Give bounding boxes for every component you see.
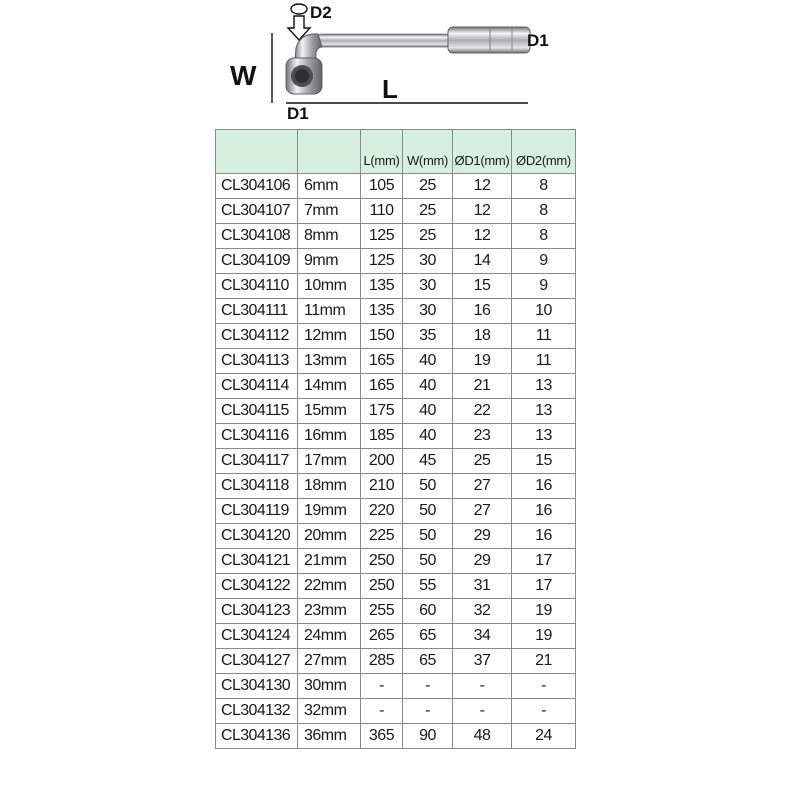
cell-code: CL304124 bbox=[216, 624, 298, 649]
cell-d2: 9 bbox=[512, 274, 576, 299]
cell-d2: 16 bbox=[512, 499, 576, 524]
cell-size: 16mm bbox=[298, 424, 361, 449]
cell-length: 200 bbox=[361, 449, 403, 474]
cell-code: CL304108 bbox=[216, 224, 298, 249]
cell-d2: - bbox=[512, 674, 576, 699]
cell-code: CL304109 bbox=[216, 249, 298, 274]
cell-size: 13mm bbox=[298, 349, 361, 374]
cell-code: CL304110 bbox=[216, 274, 298, 299]
cell-size: 14mm bbox=[298, 374, 361, 399]
cell-width: 40 bbox=[403, 374, 453, 399]
cell-d2: 16 bbox=[512, 524, 576, 549]
cell-length: 110 bbox=[361, 199, 403, 224]
d1-label-top: D1 bbox=[527, 31, 549, 50]
cell-d2: 10 bbox=[512, 299, 576, 324]
cell-d1: 12 bbox=[453, 224, 512, 249]
cell-code: CL304115 bbox=[216, 399, 298, 424]
cell-width: 35 bbox=[403, 324, 453, 349]
cell-size: 20mm bbox=[298, 524, 361, 549]
wrench-socket-end bbox=[448, 27, 530, 53]
cell-length: 250 bbox=[361, 574, 403, 599]
d2-label: D2 bbox=[310, 3, 332, 22]
cell-width: 40 bbox=[403, 424, 453, 449]
cell-code: CL304111 bbox=[216, 299, 298, 324]
d2-ellipse-icon bbox=[291, 4, 307, 14]
cell-d2: 13 bbox=[512, 374, 576, 399]
cell-d1: 12 bbox=[453, 174, 512, 199]
cell-size: 17mm bbox=[298, 449, 361, 474]
table-row bbox=[216, 624, 576, 649]
l-label: L bbox=[382, 74, 398, 104]
cell-d2: 9 bbox=[512, 249, 576, 274]
cell-length: 225 bbox=[361, 524, 403, 549]
cell-size: 9mm bbox=[298, 249, 361, 274]
cell-length: 265 bbox=[361, 624, 403, 649]
table-row bbox=[216, 399, 576, 424]
cell-length: 105 bbox=[361, 174, 403, 199]
cell-length: 135 bbox=[361, 274, 403, 299]
cell-length: 125 bbox=[361, 224, 403, 249]
cell-length: 175 bbox=[361, 399, 403, 424]
cell-size: 22mm bbox=[298, 574, 361, 599]
spec-table bbox=[215, 129, 576, 749]
table-row bbox=[216, 224, 576, 249]
cell-code: CL304132 bbox=[216, 699, 298, 724]
cell-width: 25 bbox=[403, 224, 453, 249]
cell-d2: 19 bbox=[512, 599, 576, 624]
cell-width: 50 bbox=[403, 499, 453, 524]
table-row bbox=[216, 349, 576, 374]
cell-d1: 19 bbox=[453, 349, 512, 374]
cell-width: 65 bbox=[403, 649, 453, 674]
cell-size: 30mm bbox=[298, 674, 361, 699]
cell-size: 12mm bbox=[298, 324, 361, 349]
cell-d2: 11 bbox=[512, 349, 576, 374]
header-d2: ØD2(mm) bbox=[512, 130, 576, 174]
cell-code: CL304114 bbox=[216, 374, 298, 399]
cell-width: 30 bbox=[403, 249, 453, 274]
cell-d1: 37 bbox=[453, 649, 512, 674]
cell-d1: 34 bbox=[453, 624, 512, 649]
cell-size: 23mm bbox=[298, 599, 361, 624]
table-header bbox=[216, 130, 576, 174]
cell-size: 36mm bbox=[298, 724, 361, 749]
cell-d2: 13 bbox=[512, 424, 576, 449]
cell-width: 90 bbox=[403, 724, 453, 749]
cell-width: 50 bbox=[403, 474, 453, 499]
cell-width: 50 bbox=[403, 549, 453, 574]
cell-width: 30 bbox=[403, 299, 453, 324]
cell-size: 19mm bbox=[298, 499, 361, 524]
cell-code: CL304130 bbox=[216, 674, 298, 699]
cell-size: 8mm bbox=[298, 224, 361, 249]
cell-d2: 16 bbox=[512, 474, 576, 499]
cell-code: CL304120 bbox=[216, 524, 298, 549]
cell-code: CL304127 bbox=[216, 649, 298, 674]
cell-size: 6mm bbox=[298, 174, 361, 199]
cell-width: 50 bbox=[403, 524, 453, 549]
cell-size: 11mm bbox=[298, 299, 361, 324]
cell-d2: 8 bbox=[512, 224, 576, 249]
cell-width: 40 bbox=[403, 349, 453, 374]
cell-size: 32mm bbox=[298, 699, 361, 724]
cell-length: 165 bbox=[361, 374, 403, 399]
table-row bbox=[216, 699, 576, 724]
cell-d2: - bbox=[512, 699, 576, 724]
cell-length: 135 bbox=[361, 299, 403, 324]
header-width: W(mm) bbox=[403, 130, 453, 174]
cell-d2: 21 bbox=[512, 649, 576, 674]
cell-size: 24mm bbox=[298, 624, 361, 649]
cell-code: CL304107 bbox=[216, 199, 298, 224]
cell-length: 255 bbox=[361, 599, 403, 624]
cell-d2: 24 bbox=[512, 724, 576, 749]
cell-length: 185 bbox=[361, 424, 403, 449]
cell-d1: 31 bbox=[453, 574, 512, 599]
table-row bbox=[216, 274, 576, 299]
cell-length: 220 bbox=[361, 499, 403, 524]
cell-width: 25 bbox=[403, 199, 453, 224]
cell-code: CL304121 bbox=[216, 549, 298, 574]
cell-length: 125 bbox=[361, 249, 403, 274]
cell-d1: 21 bbox=[453, 374, 512, 399]
table-row bbox=[216, 424, 576, 449]
table-row bbox=[216, 324, 576, 349]
cell-d2: 19 bbox=[512, 624, 576, 649]
cell-d1: 48 bbox=[453, 724, 512, 749]
cell-d1: 23 bbox=[453, 424, 512, 449]
header-d1: ØD1(mm) bbox=[453, 130, 512, 174]
table-row bbox=[216, 574, 576, 599]
cell-code: CL304136 bbox=[216, 724, 298, 749]
w-label: W bbox=[230, 60, 257, 91]
cell-d1: 29 bbox=[453, 549, 512, 574]
cell-d1: - bbox=[453, 699, 512, 724]
table-row bbox=[216, 549, 576, 574]
d1-label-bottom: D1 bbox=[287, 104, 309, 123]
table-row bbox=[216, 524, 576, 549]
table-row bbox=[216, 599, 576, 624]
cell-d1: - bbox=[453, 674, 512, 699]
cell-width: 45 bbox=[403, 449, 453, 474]
cell-width: 55 bbox=[403, 574, 453, 599]
cell-length: - bbox=[361, 699, 403, 724]
cell-d2: 8 bbox=[512, 199, 576, 224]
cell-length: 150 bbox=[361, 324, 403, 349]
cell-size: 10mm bbox=[298, 274, 361, 299]
cell-length: 165 bbox=[361, 349, 403, 374]
cell-d2: 8 bbox=[512, 174, 576, 199]
cell-code: CL304118 bbox=[216, 474, 298, 499]
cell-width: - bbox=[403, 674, 453, 699]
cell-width: 25 bbox=[403, 174, 453, 199]
cell-code: CL304106 bbox=[216, 174, 298, 199]
cell-d1: 27 bbox=[453, 499, 512, 524]
table-row bbox=[216, 199, 576, 224]
cell-length: 365 bbox=[361, 724, 403, 749]
cell-code: CL304112 bbox=[216, 324, 298, 349]
table-row bbox=[216, 724, 576, 749]
cell-width: 60 bbox=[403, 599, 453, 624]
cell-code: CL304116 bbox=[216, 424, 298, 449]
header-code bbox=[216, 130, 298, 174]
cell-d2: 17 bbox=[512, 574, 576, 599]
cell-code: CL304122 bbox=[216, 574, 298, 599]
cell-width: 40 bbox=[403, 399, 453, 424]
cell-d1: 15 bbox=[453, 274, 512, 299]
table-row bbox=[216, 674, 576, 699]
cell-size: 15mm bbox=[298, 399, 361, 424]
cell-d1: 16 bbox=[453, 299, 512, 324]
cell-d1: 32 bbox=[453, 599, 512, 624]
cell-size: 18mm bbox=[298, 474, 361, 499]
cell-d1: 18 bbox=[453, 324, 512, 349]
cell-size: 27mm bbox=[298, 649, 361, 674]
cell-d1: 29 bbox=[453, 524, 512, 549]
cell-d1: 12 bbox=[453, 199, 512, 224]
cell-d2: 13 bbox=[512, 399, 576, 424]
table-row bbox=[216, 374, 576, 399]
wrench-shaft bbox=[318, 34, 452, 47]
cell-width: - bbox=[403, 699, 453, 724]
cell-code: CL304123 bbox=[216, 599, 298, 624]
cell-size: 21mm bbox=[298, 549, 361, 574]
wrench-diagram bbox=[0, 0, 800, 130]
cell-code: CL304117 bbox=[216, 449, 298, 474]
header-size bbox=[298, 130, 361, 174]
cell-length: 285 bbox=[361, 649, 403, 674]
cell-d2: 11 bbox=[512, 324, 576, 349]
l-socket-wrench-illustration bbox=[0, 0, 800, 130]
header-length: L(mm) bbox=[361, 130, 403, 174]
table-row bbox=[216, 649, 576, 674]
cell-d1: 22 bbox=[453, 399, 512, 424]
cell-length: 250 bbox=[361, 549, 403, 574]
cell-d1: 27 bbox=[453, 474, 512, 499]
cell-d1: 14 bbox=[453, 249, 512, 274]
cell-d2: 17 bbox=[512, 549, 576, 574]
cell-code: CL304113 bbox=[216, 349, 298, 374]
cell-d1: 25 bbox=[453, 449, 512, 474]
cell-length: 210 bbox=[361, 474, 403, 499]
table-row bbox=[216, 249, 576, 274]
table-row bbox=[216, 499, 576, 524]
table-body bbox=[216, 174, 576, 749]
table-row bbox=[216, 174, 576, 199]
cell-width: 30 bbox=[403, 274, 453, 299]
cell-size: 7mm bbox=[298, 199, 361, 224]
cell-width: 65 bbox=[403, 624, 453, 649]
table-row bbox=[216, 449, 576, 474]
cell-code: CL304119 bbox=[216, 499, 298, 524]
cell-length: - bbox=[361, 674, 403, 699]
table-row bbox=[216, 299, 576, 324]
table-row bbox=[216, 474, 576, 499]
cell-d2: 15 bbox=[512, 449, 576, 474]
